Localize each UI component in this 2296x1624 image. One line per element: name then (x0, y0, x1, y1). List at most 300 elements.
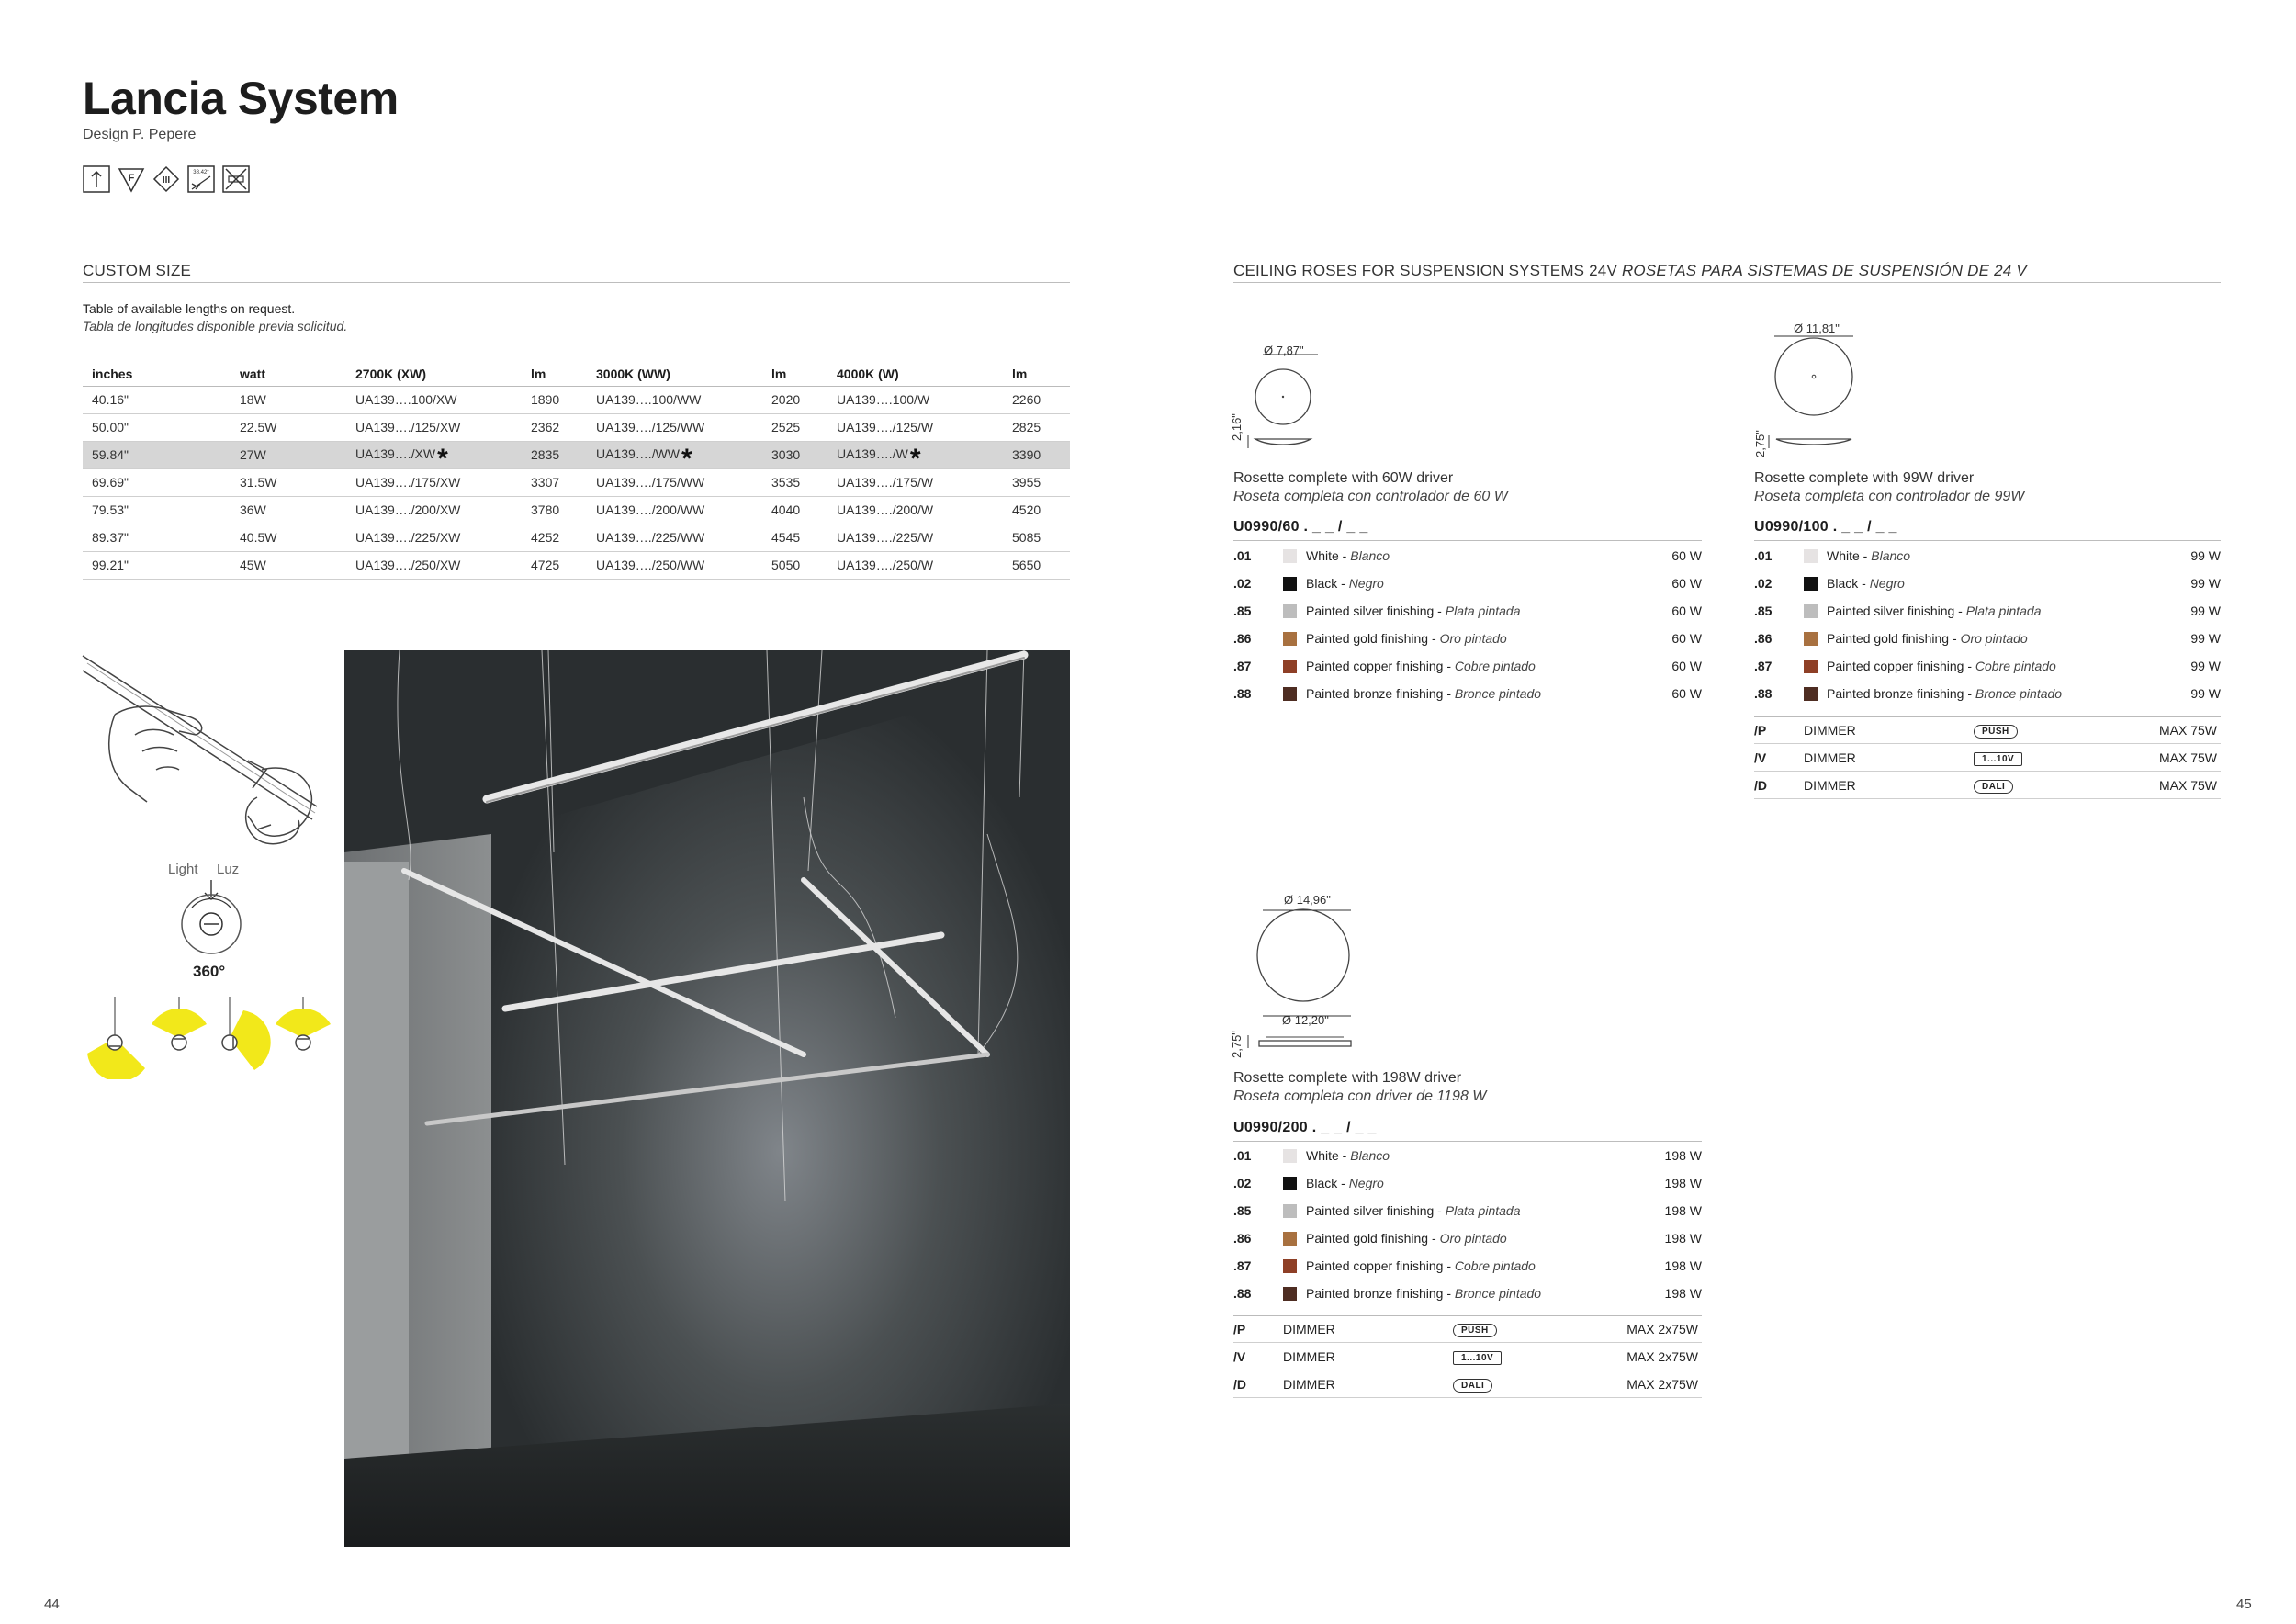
table-cell-w (827, 386, 1003, 413)
dimmer-code: /D (1233, 1376, 1246, 1392)
dimmer-option (1754, 744, 2221, 772)
table-cell-w (827, 413, 1003, 441)
finish-wattage: 198 W (1664, 1258, 1702, 1273)
cell-value: UA139…./XW (355, 445, 436, 461)
cell-value: UA139…./200/XW (355, 502, 461, 517)
col-header-lm: lm (762, 364, 827, 386)
finish-code: .86 (1233, 1231, 1252, 1246)
svg-text:III: III (162, 175, 171, 186)
finish-name: Painted gold finishing - Oro pintado (1306, 1231, 1507, 1246)
table-row (83, 468, 1070, 496)
dimmer-option (1233, 1343, 1702, 1370)
cell-value: 31.5W (240, 475, 277, 490)
rose-99-title-en: Rosette complete with 99W driver (1754, 470, 1975, 486)
finish-option (1754, 542, 2221, 570)
finish-wattage: 99 W (2190, 548, 2221, 563)
finish-name-es: Negro (1348, 576, 1384, 591)
cell-value: UA139…./225/XW (355, 530, 461, 545)
dimmer-type: DIMMER (1283, 1376, 1335, 1392)
dimmer-max-load: MAX 2x75W (1626, 1348, 1698, 1364)
rose-99-code: U0990/100 . _ _ / _ _ (1754, 519, 1897, 535)
rose-99-drawing (1754, 321, 1864, 459)
table-cell-ww (587, 524, 762, 551)
table-cell-lm1 (522, 524, 587, 551)
rose-99-finish-list (1754, 542, 2221, 707)
finish-code: .02 (1754, 576, 1773, 591)
finish-swatch (1283, 604, 1297, 618)
finish-option (1233, 625, 1702, 652)
col-header-inches: inches (83, 364, 231, 386)
finish-wattage: 60 W (1671, 603, 1702, 618)
rose-60-finish-list (1233, 542, 1702, 707)
ceiling-roses-heading-es: ROSETAS PARA SISTEMAS DE SUSPENSIÓN DE 24 V (1621, 262, 2027, 279)
finish-swatch (1283, 549, 1297, 563)
finish-wattage: 99 W (2190, 631, 2221, 646)
star-marker: * (437, 443, 448, 474)
finish-name-en: Painted bronze finishing (1827, 686, 1964, 701)
col-header-4000k: 4000K (W) (827, 364, 1003, 386)
finish-swatch (1804, 577, 1818, 591)
dimmer-code: /D (1754, 777, 1767, 793)
rotation-degrees: 360° (193, 963, 226, 980)
cell-value: UA139…./125/WW (596, 420, 705, 434)
rotation-diagram (170, 880, 253, 963)
finish-name-en: Painted copper finishing (1306, 659, 1444, 673)
finish-option (1233, 1252, 1702, 1280)
finish-swatch (1804, 660, 1818, 673)
finish-swatch (1283, 1177, 1297, 1190)
finish-wattage: 60 W (1671, 548, 1702, 563)
finish-code: .86 (1754, 631, 1773, 646)
finish-name-es: Blanco (1350, 1148, 1390, 1163)
svg-text:38.42°: 38.42° (193, 170, 209, 175)
custom-size-heading: CUSTOM SIZE (83, 262, 192, 279)
dimmer-max-load: MAX 75W (2158, 777, 2217, 793)
table-cell-ww (587, 551, 762, 579)
table-cell-lm1 (522, 413, 587, 441)
table-cell-lm3 (1003, 441, 1070, 468)
finish-code: .01 (1754, 548, 1773, 563)
rose-60-divider (1233, 540, 1702, 541)
table-cell-lm1 (522, 441, 587, 468)
table-cell-lm3 (1003, 386, 1070, 413)
rose-200-inner-diameter: Ø 12,20" (1282, 1013, 1329, 1027)
finish-wattage: 60 W (1671, 659, 1702, 673)
ceiling-roses-heading-en: CEILING ROSES FOR SUSPENSION SYSTEMS 24V (1233, 262, 1617, 279)
finish-name-en: Painted copper finishing (1827, 659, 1964, 673)
dimmer-max-load: MAX 75W (2158, 723, 2217, 738)
cell-value: 2825 (1012, 420, 1041, 434)
finish-name-es: Plata pintada (1445, 603, 1521, 618)
table-cell-w (827, 551, 1003, 579)
finish-name: Black - Negro (1306, 576, 1384, 591)
table-cell-lm2 (762, 496, 827, 524)
dimmer-badge-wrap (1974, 750, 2139, 766)
finish-code: .85 (1754, 603, 1773, 618)
table-cell-ww (587, 441, 762, 474)
cell-value: 5050 (771, 558, 801, 572)
finish-name-en: White (1306, 548, 1339, 563)
col-header-2700k: 2700K (XW) (346, 364, 522, 386)
table-cell-lm3 (1003, 524, 1070, 551)
table-cell-ww (587, 386, 762, 413)
dimmer-code: /P (1754, 723, 1767, 738)
rose-60-title-en: Rosette complete with 60W driver (1233, 470, 1454, 486)
col-header-watt: watt (231, 364, 346, 386)
finish-swatch (1283, 1259, 1297, 1273)
table-cell-watt (231, 551, 346, 579)
table-row (83, 386, 1070, 413)
rose-200-drawing (1233, 896, 1362, 1061)
finish-name-es: Oro pintado (1439, 631, 1507, 646)
finish-swatch (1804, 632, 1818, 646)
finish-option (1233, 1224, 1702, 1252)
finish-wattage: 60 W (1671, 686, 1702, 701)
cell-value: UA139…./WW (596, 445, 681, 461)
dimmer-type: DIMMER (1804, 777, 1856, 793)
table-cell-lm2 (762, 386, 827, 413)
cell-value: 59.84" (92, 447, 129, 462)
dimmer-protocol-badge: DALI (1453, 1379, 1492, 1393)
page-number-left: 44 (44, 1596, 60, 1612)
rose-99-dimmer-list (1754, 716, 2221, 799)
cell-value: UA139…./225/W (837, 530, 934, 545)
finish-name: Black - Negro (1306, 1176, 1384, 1190)
dimmer-code: /P (1233, 1322, 1246, 1336)
col-header-lm: lm (1003, 364, 1070, 386)
table-cell-xw (346, 441, 522, 474)
rose-200-diameter: Ø 14,96" (1284, 893, 1331, 907)
finish-name-es: Oro pintado (1439, 1231, 1507, 1246)
cell-value: UA139…./125/XW (355, 420, 461, 434)
finish-wattage: 198 W (1664, 1231, 1702, 1246)
finish-code: .86 (1233, 631, 1252, 646)
star-marker: * (681, 443, 692, 474)
finish-name-en: Black (1827, 576, 1859, 591)
finish-option (1754, 652, 2221, 680)
finish-code: .88 (1754, 686, 1773, 701)
table-cell-w (827, 524, 1003, 551)
table-cell-lm3 (1003, 551, 1070, 579)
finish-name: Painted silver finishing - Plata pintada (1306, 1203, 1521, 1218)
rose-200-finish-list (1233, 1142, 1702, 1307)
cell-value: 2362 (531, 420, 560, 434)
table-cell-inches (83, 496, 231, 524)
finish-name-en: Painted silver finishing (1827, 603, 1955, 618)
table-cell-lm2 (762, 524, 827, 551)
finish-option (1233, 1197, 1702, 1224)
table-cell-inches (83, 441, 231, 468)
finish-swatch (1283, 1232, 1297, 1246)
finish-name: Painted copper finishing - Cobre pintado (1306, 659, 1536, 673)
finish-name-en: Painted copper finishing (1306, 1258, 1444, 1273)
cell-value: 79.53" (92, 502, 129, 517)
finish-option (1754, 570, 2221, 597)
finish-code: .01 (1233, 1148, 1252, 1163)
cell-value: 3535 (771, 475, 801, 490)
dimmer-badge-wrap (1453, 1348, 1618, 1365)
cell-value: UA139…./225/WW (596, 530, 705, 545)
finish-wattage: 198 W (1664, 1176, 1702, 1190)
finish-code: .87 (1233, 1258, 1252, 1273)
dimmer-protocol-badge: 1...10V (1453, 1351, 1502, 1365)
finish-name-en: Painted gold finishing (1306, 631, 1429, 646)
finish-name-es: Negro (1869, 576, 1905, 591)
finish-name-en: Painted bronze finishing (1306, 1286, 1444, 1301)
finish-wattage: 198 W (1664, 1286, 1702, 1301)
ceiling-roses-heading (1233, 262, 2027, 280)
dimmer-max-load: MAX 2x75W (1626, 1376, 1698, 1392)
table-cell-watt (231, 496, 346, 524)
finish-wattage: 99 W (2190, 686, 2221, 701)
finish-name-es: Blanco (1871, 548, 1911, 563)
finish-name: Painted bronze finishing - Bronce pintado (1306, 686, 1542, 701)
table-cell-lm1 (522, 496, 587, 524)
finish-name-en: Painted silver finishing (1306, 1203, 1435, 1218)
rose-200-dimmer-list (1233, 1315, 1702, 1398)
rose-99-height: 2,75" (1753, 430, 1767, 457)
finish-name-en: White (1306, 1148, 1339, 1163)
dimmer-code: /V (1754, 750, 1767, 765)
cell-value: 2260 (1012, 392, 1041, 407)
finish-name-es: Plata pintada (1965, 603, 2042, 618)
finish-option (1754, 597, 2221, 625)
finish-option (1233, 652, 1702, 680)
finish-name-es: Bronce pintado (1454, 686, 1542, 701)
rose-99-diameter: Ø 11,81" (1794, 321, 1840, 335)
finish-swatch (1283, 632, 1297, 646)
finish-option (1754, 680, 2221, 707)
beam-angle-icon (187, 165, 215, 193)
rose-60-code: U0990/60 . _ _ / _ _ (1233, 519, 1368, 535)
table-cell-watt (231, 524, 346, 551)
svg-text:F: F (128, 173, 135, 184)
finish-name-es: Cobre pintado (1454, 1258, 1536, 1273)
finish-swatch (1804, 549, 1818, 563)
cell-value: 4545 (771, 530, 801, 545)
finish-name-es: Plata pintada (1445, 1203, 1521, 1218)
cell-value: 40.5W (240, 530, 277, 545)
table-cell-w (827, 441, 1003, 474)
cell-value: 45W (240, 558, 266, 572)
table-cell-xw (346, 468, 522, 496)
dimmer-option (1754, 772, 2221, 799)
finish-code: .87 (1233, 659, 1252, 673)
finish-name-es: Bronce pintado (1975, 686, 2063, 701)
cell-value: 4520 (1012, 502, 1041, 517)
rose-60-height: 2,16" (1230, 413, 1244, 441)
finish-code: .02 (1233, 576, 1252, 591)
cell-value: 5085 (1012, 530, 1041, 545)
table-cell-lm2 (762, 468, 827, 496)
mounting-illustration (78, 650, 326, 852)
finish-name-en: Painted bronze finishing (1306, 686, 1444, 701)
table-cell-watt (231, 413, 346, 441)
dimmer-type: DIMMER (1283, 1322, 1335, 1336)
finish-option (1233, 570, 1702, 597)
lengths-table (83, 364, 1070, 580)
light-label-es: Luz (217, 862, 240, 877)
rose-200-height: 2,75" (1230, 1031, 1244, 1058)
table-cell-xw (346, 413, 522, 441)
rose-60-drawing (1233, 340, 1325, 459)
no-cover-icon (222, 165, 250, 193)
table-cell-ww (587, 413, 762, 441)
cell-value: UA139….100/XW (355, 392, 457, 407)
finish-wattage: 198 W (1664, 1148, 1702, 1163)
finish-wattage: 198 W (1664, 1203, 1702, 1218)
finish-code: .87 (1754, 659, 1773, 673)
rose-200-title-es: Roseta completa con driver de 1198 W (1233, 1088, 1487, 1104)
dimmer-protocol-badge: 1...10V (1974, 752, 2022, 766)
finish-name-en: White (1827, 548, 1860, 563)
finish-name: White - Blanco (1306, 548, 1390, 563)
finish-name-en: Painted silver finishing (1306, 603, 1435, 618)
finish-option (1233, 542, 1702, 570)
cell-value: 3955 (1012, 475, 1041, 490)
table-cell-w (827, 496, 1003, 524)
table-row (83, 551, 1070, 579)
page-title: Lancia System (83, 73, 399, 124)
cell-value: UA139…./175/XW (355, 475, 461, 490)
cell-value: 40.16" (92, 392, 129, 407)
cell-value: 22.5W (240, 420, 277, 434)
finish-option (1233, 1169, 1702, 1197)
finish-name: Painted gold finishing - Oro pintado (1306, 631, 1507, 646)
cell-value: UA139….100/WW (596, 392, 702, 407)
table-cell-lm1 (522, 551, 587, 579)
finish-swatch (1283, 1287, 1297, 1301)
dimmer-option (1754, 716, 2221, 744)
finish-name-en: Black (1306, 576, 1338, 591)
cell-value: 4040 (771, 502, 801, 517)
finish-name: Painted bronze finishing - Bronce pintado (1827, 686, 2063, 701)
finish-swatch (1804, 604, 1818, 618)
custom-size-note-es: Tabla de longitudes disponible previa solicitud. (83, 319, 348, 333)
cell-value: UA139…./W (837, 445, 908, 461)
table-cell-watt (231, 468, 346, 496)
rose-200-code: U0990/200 . _ _ / _ _ (1233, 1120, 1377, 1135)
finish-swatch (1283, 1149, 1297, 1163)
dimmer-code: /V (1233, 1348, 1246, 1364)
custom-size-note-en: Table of available lengths on request. (83, 301, 296, 316)
cell-value: 2525 (771, 420, 801, 434)
cell-value: 89.37" (92, 530, 129, 545)
col-header-lm: lm (522, 364, 587, 386)
table-cell-lm2 (762, 441, 827, 468)
table-cell-watt (231, 386, 346, 413)
finish-name: White - Blanco (1827, 548, 1911, 563)
finish-code: .85 (1233, 603, 1252, 618)
cell-value: UA139…./200/W (837, 502, 934, 517)
cell-value: UA139…./250/WW (596, 558, 705, 572)
finish-name-es: Negro (1348, 1176, 1384, 1190)
cell-value: 3030 (771, 447, 801, 462)
cell-value: UA139…./200/WW (596, 502, 705, 517)
finish-option (1754, 625, 2221, 652)
finish-swatch (1804, 687, 1818, 701)
cell-value: 3390 (1012, 447, 1041, 462)
table-cell-lm2 (762, 413, 827, 441)
col-header-3000k: 3000K (WW) (587, 364, 762, 386)
finish-swatch (1283, 660, 1297, 673)
table-cell-lm2 (762, 551, 827, 579)
cell-value: 3307 (531, 475, 560, 490)
cell-value: UA139…./125/W (837, 420, 934, 434)
finish-option (1233, 1142, 1702, 1169)
finish-code: .01 (1233, 548, 1252, 563)
finish-name-es: Cobre pintado (1975, 659, 2056, 673)
rose-99-title-es: Roseta completa con controlador de 99W (1754, 489, 2025, 504)
table-cell-inches (83, 413, 231, 441)
finish-wattage: 60 W (1671, 631, 1702, 646)
cell-value: UA139….100/W (837, 392, 930, 407)
page-number-right: 45 (2236, 1596, 2252, 1612)
class-iii-icon (152, 165, 180, 193)
table-row (83, 413, 1070, 441)
cell-value: UA139…./250/XW (355, 558, 461, 572)
cell-value: 1890 (531, 392, 560, 407)
dimmer-max-load: MAX 75W (2158, 750, 2217, 765)
table-cell-inches (83, 468, 231, 496)
finish-wattage: 99 W (2190, 603, 2221, 618)
table-row (83, 496, 1070, 524)
finish-option (1233, 1280, 1702, 1307)
finish-name: Painted copper finishing - Cobre pintado (1827, 659, 2056, 673)
table-row (83, 524, 1070, 551)
finish-code: .88 (1233, 1286, 1252, 1301)
cell-value: 5650 (1012, 558, 1041, 572)
finish-name-es: Blanco (1350, 548, 1390, 563)
table-cell-lm3 (1003, 496, 1070, 524)
table-cell-lm1 (522, 386, 587, 413)
table-cell-xw (346, 524, 522, 551)
finish-swatch (1283, 1204, 1297, 1218)
table-cell-ww (587, 468, 762, 496)
table-cell-xw (346, 551, 522, 579)
finish-name-en: Painted gold finishing (1827, 631, 1950, 646)
cell-value: UA139…./250/W (837, 558, 934, 572)
finish-name-es: Oro pintado (1960, 631, 2028, 646)
dimmer-max-load: MAX 2x75W (1626, 1322, 1698, 1336)
dimmer-protocol-badge: PUSH (1453, 1324, 1497, 1337)
designer-credit: Design P. Pepere (83, 127, 197, 142)
rose-200-title-en: Rosette complete with 198W driver (1233, 1070, 1462, 1086)
finish-name: Black - Negro (1827, 576, 1905, 591)
dimmer-type: DIMMER (1283, 1348, 1335, 1364)
rose-60-diameter: Ø 7,87" (1264, 344, 1304, 357)
dimmer-badge-wrap (1453, 1321, 1618, 1337)
finish-name: White - Blanco (1306, 1148, 1390, 1163)
finish-name: Painted copper finishing - Cobre pintado (1306, 1258, 1536, 1273)
finish-name: Painted silver finishing - Plata pintada (1306, 603, 1521, 618)
light-label-en: Light (168, 862, 198, 877)
table-cell-watt (231, 441, 346, 468)
cell-value: 36W (240, 502, 266, 517)
dimmer-type: DIMMER (1804, 723, 1856, 738)
finish-option (1233, 680, 1702, 707)
finish-name-es: Cobre pintado (1454, 659, 1536, 673)
table-cell-inches (83, 386, 231, 413)
dimmer-badge-wrap (1974, 777, 2139, 794)
cell-value: 69.69" (92, 475, 129, 490)
finish-wattage: 99 W (2190, 576, 2221, 591)
arrow-up-icon (83, 165, 110, 193)
table-cell-lm1 (522, 468, 587, 496)
cell-value: 2835 (531, 447, 560, 462)
ceiling-roses-divider (1233, 282, 2221, 283)
table-cell-xw (346, 386, 522, 413)
